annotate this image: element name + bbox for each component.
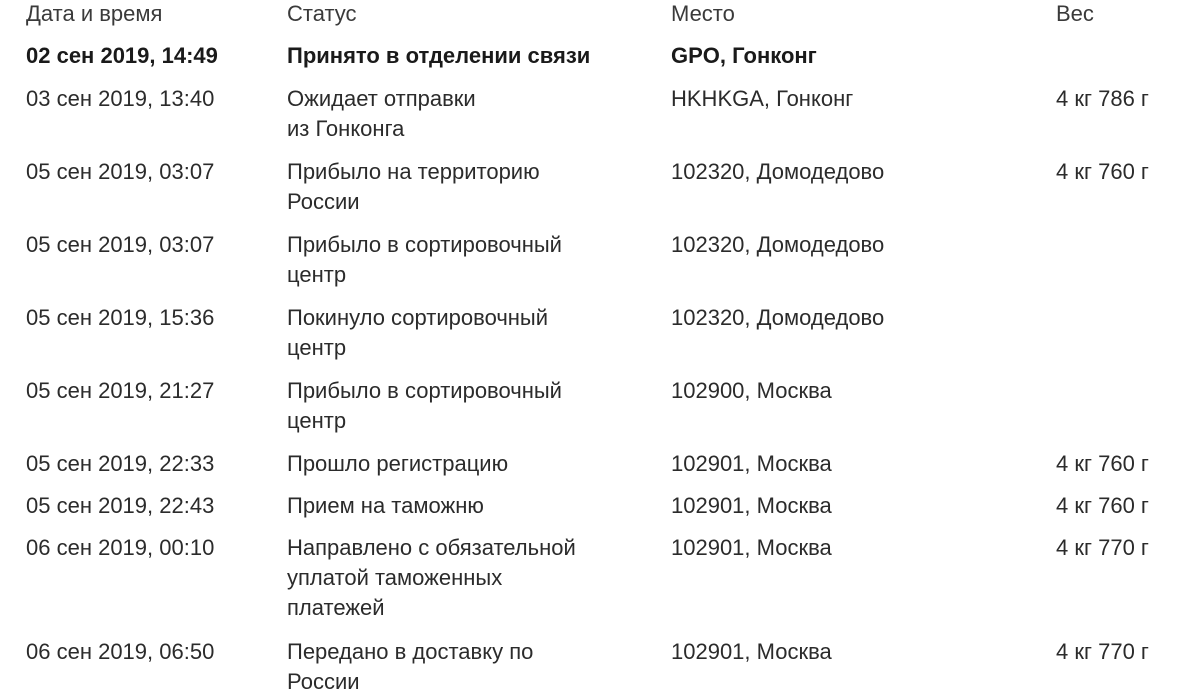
row-date: 05 сен 2019, 15:36: [26, 305, 215, 330]
row-date: 03 сен 2019, 13:40: [26, 86, 215, 111]
row-date: 02 сен 2019, 14:49: [26, 43, 218, 68]
row-weight: 4 кг 760 г: [1056, 451, 1149, 476]
row-status: Покинуло сортировочный центр: [287, 305, 549, 360]
row-place: 102900, Москва: [671, 378, 832, 403]
row-date: 06 сен 2019, 00:10: [26, 535, 215, 560]
row-place: GPO, Гонконг: [671, 43, 817, 68]
header-status: Статус: [287, 1, 357, 26]
row-status: Прибыло в сортировочный центр: [287, 378, 562, 433]
table-row: [0, 637, 1192, 697]
row-weight: 4 кг 760 г: [1056, 493, 1149, 518]
row-place: 102901, Москва: [671, 493, 832, 518]
row-status: Направлено с обязательной уплатой таможенных платежей: [287, 535, 576, 620]
row-status: Прием на таможню: [287, 493, 484, 518]
table-header: [0, 0, 1192, 41]
row-weight: 4 кг 786 г: [1056, 86, 1149, 111]
table-row: [0, 449, 1192, 491]
table-row: [0, 303, 1192, 376]
row-status: Прибыло в сортировочный центр: [287, 232, 562, 287]
header-place: Место: [671, 1, 735, 26]
row-place: 102901, Москва: [671, 535, 832, 560]
row-status: Ожидает отправки из Гонконга: [287, 86, 476, 141]
row-date: 05 сен 2019, 22:33: [26, 451, 215, 476]
row-weight: 4 кг 770 г: [1056, 535, 1149, 560]
row-status: Передано в доставку по России: [287, 639, 534, 694]
row-place: HKHKGA, Гонконг: [671, 86, 854, 111]
table-row: [0, 376, 1192, 449]
row-date: 06 сен 2019, 06:50: [26, 639, 215, 664]
table-row: [0, 230, 1192, 303]
header-weight: Вес: [1056, 1, 1094, 26]
header-date: Дата и время: [26, 1, 163, 26]
row-place: 102320, Домодедово: [671, 305, 885, 330]
table-row: [0, 491, 1192, 533]
row-weight: 4 кг 770 г: [1056, 639, 1149, 664]
row-place: 102901, Москва: [671, 451, 832, 476]
row-status: Принято в отделении связи: [287, 43, 591, 68]
row-status: Прошло регистрацию: [287, 451, 509, 476]
table-row: [0, 157, 1192, 230]
table-row: [0, 84, 1192, 157]
row-status: Прибыло на территорию России: [287, 159, 540, 214]
row-place: 102320, Домодедово: [671, 232, 885, 257]
table-row: [0, 533, 1192, 637]
row-place: 102320, Домодедово: [671, 159, 885, 184]
row-date: 05 сен 2019, 03:07: [26, 232, 215, 257]
row-weight: 4 кг 760 г: [1056, 159, 1149, 184]
row-date: 05 сен 2019, 22:43: [26, 493, 215, 518]
row-date: 05 сен 2019, 03:07: [26, 159, 215, 184]
row-place: 102901, Москва: [671, 639, 832, 664]
row-date: 05 сен 2019, 21:27: [26, 378, 215, 403]
table-row: [0, 41, 1192, 84]
